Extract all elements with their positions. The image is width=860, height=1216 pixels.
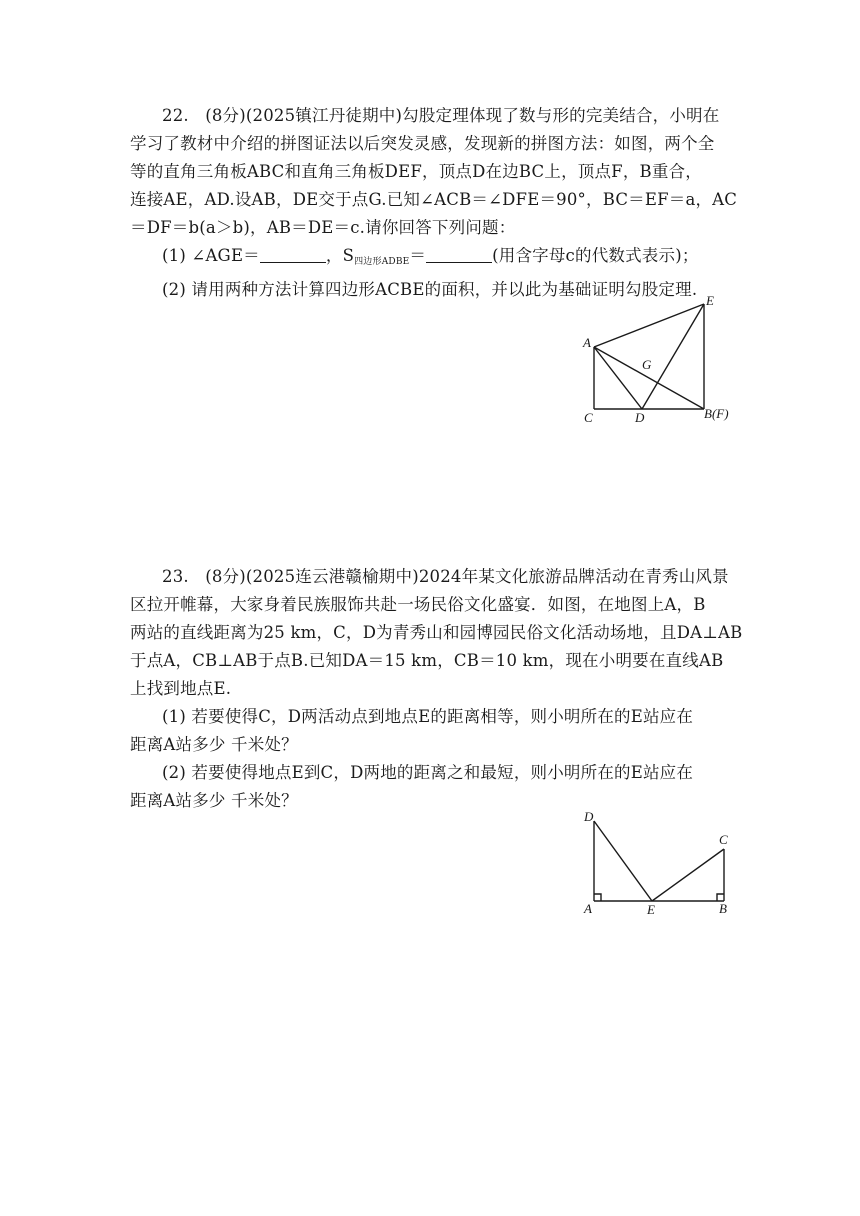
right-angle-mark-B xyxy=(717,894,724,901)
problem-text-line: 于点A，CB⊥AB于点B.已知DA＝15 km，CB＝10 km，现在小明要在直线AB xyxy=(130,651,724,670)
label-E: E xyxy=(647,902,655,917)
question-2: (2) 若要使得地点E到C，D两地的距离之和最短，则小明所在的E站应在 xyxy=(162,763,694,782)
problem-source: (2025连云港赣榆期中) xyxy=(245,567,419,586)
problem-22-header xyxy=(130,102,732,130)
figure-22-diagram xyxy=(578,292,738,428)
answer-blank-angle[interactable] xyxy=(260,246,326,263)
problem-text-line: 上找到地点E. xyxy=(130,679,232,698)
problem-text-line: 勾股定理体现了数与形的完美结合，小明在 xyxy=(402,106,720,125)
label-B: B xyxy=(719,901,727,916)
label-A: A xyxy=(583,335,591,350)
question-2: (2) 请用两种方法计算四边形ACBE的面积，并以此为基础证明勾股定理. xyxy=(162,280,698,299)
label-BF: B(F) xyxy=(704,406,729,421)
segment-EC xyxy=(652,849,724,901)
label-C: C xyxy=(584,410,593,425)
question-1-prefix: (1) ∠AGE＝ xyxy=(162,246,260,265)
problem-source: (2025镇江丹徒期中) xyxy=(245,106,403,125)
question-1 xyxy=(130,242,732,276)
segment-AE xyxy=(594,304,704,347)
problem-text-line: 区拉开帷幕，大家身着民族服饰共赴一场民俗文化盛宴．如图，在地图上A，B xyxy=(130,595,706,614)
problem-score: (8分) xyxy=(205,106,246,125)
problem-text-line: 等的直角三角板ABC和直角三角板DEF，顶点D在边BC上，顶点F，B重合， xyxy=(130,162,702,181)
label-E: E xyxy=(706,293,714,308)
question-1-area-label: ，S xyxy=(325,246,355,265)
question-1-continued: 距离A站多少 千米处？ xyxy=(130,735,298,754)
problem-text-line: 2024年某文化旅游品牌活动在青秀山风景 xyxy=(418,567,729,586)
problem-score: (8分) xyxy=(205,567,246,586)
answer-blank-area[interactable] xyxy=(426,246,492,263)
problem-number: 23. xyxy=(162,567,189,586)
problem-text-line: 连接AE，AD.设AB，DE交于点G.已知∠ACB＝∠DFE＝90°，BC＝EF＝a，AC xyxy=(130,190,738,209)
problem-23-header xyxy=(130,563,732,591)
problem-22 xyxy=(130,102,738,304)
question-1: (1) 若要使得C，D两活动点到地点E的距离相等，则小明所在的E站应在 xyxy=(162,707,694,726)
segment-AD xyxy=(594,347,642,409)
figure-23-diagram xyxy=(578,806,738,918)
problem-text-line: 两站的直线距离为25 km，C，D为青秀山和园博园民俗文化活动场地，且DA⊥AB xyxy=(130,623,743,642)
question-2-continued: 距离A站多少 千米处？ xyxy=(130,791,298,810)
problem-23 xyxy=(130,563,743,815)
label-D: D xyxy=(635,410,645,425)
label-D: D xyxy=(584,809,594,824)
question-1-suffix: (用含字母c的代数式表示)； xyxy=(492,246,699,265)
area-subscript: 四边形ADBE xyxy=(354,257,410,267)
right-angle-mark-A xyxy=(594,894,601,901)
equals-sign: ＝ xyxy=(409,246,427,265)
segment-DE xyxy=(594,821,652,901)
problem-number: 22. xyxy=(162,106,189,125)
label-G: G xyxy=(642,357,652,372)
problem-text-line: ＝DF＝b(a＞b)，AB＝DE＝c.请你回答下列问题： xyxy=(130,218,516,237)
label-A: A xyxy=(584,901,592,916)
label-C: C xyxy=(719,832,728,847)
problem-text-line: 学习了教材中介绍的拼图证法以后突发灵感，发现新的拼图方法：如图，两个全 xyxy=(130,134,715,153)
